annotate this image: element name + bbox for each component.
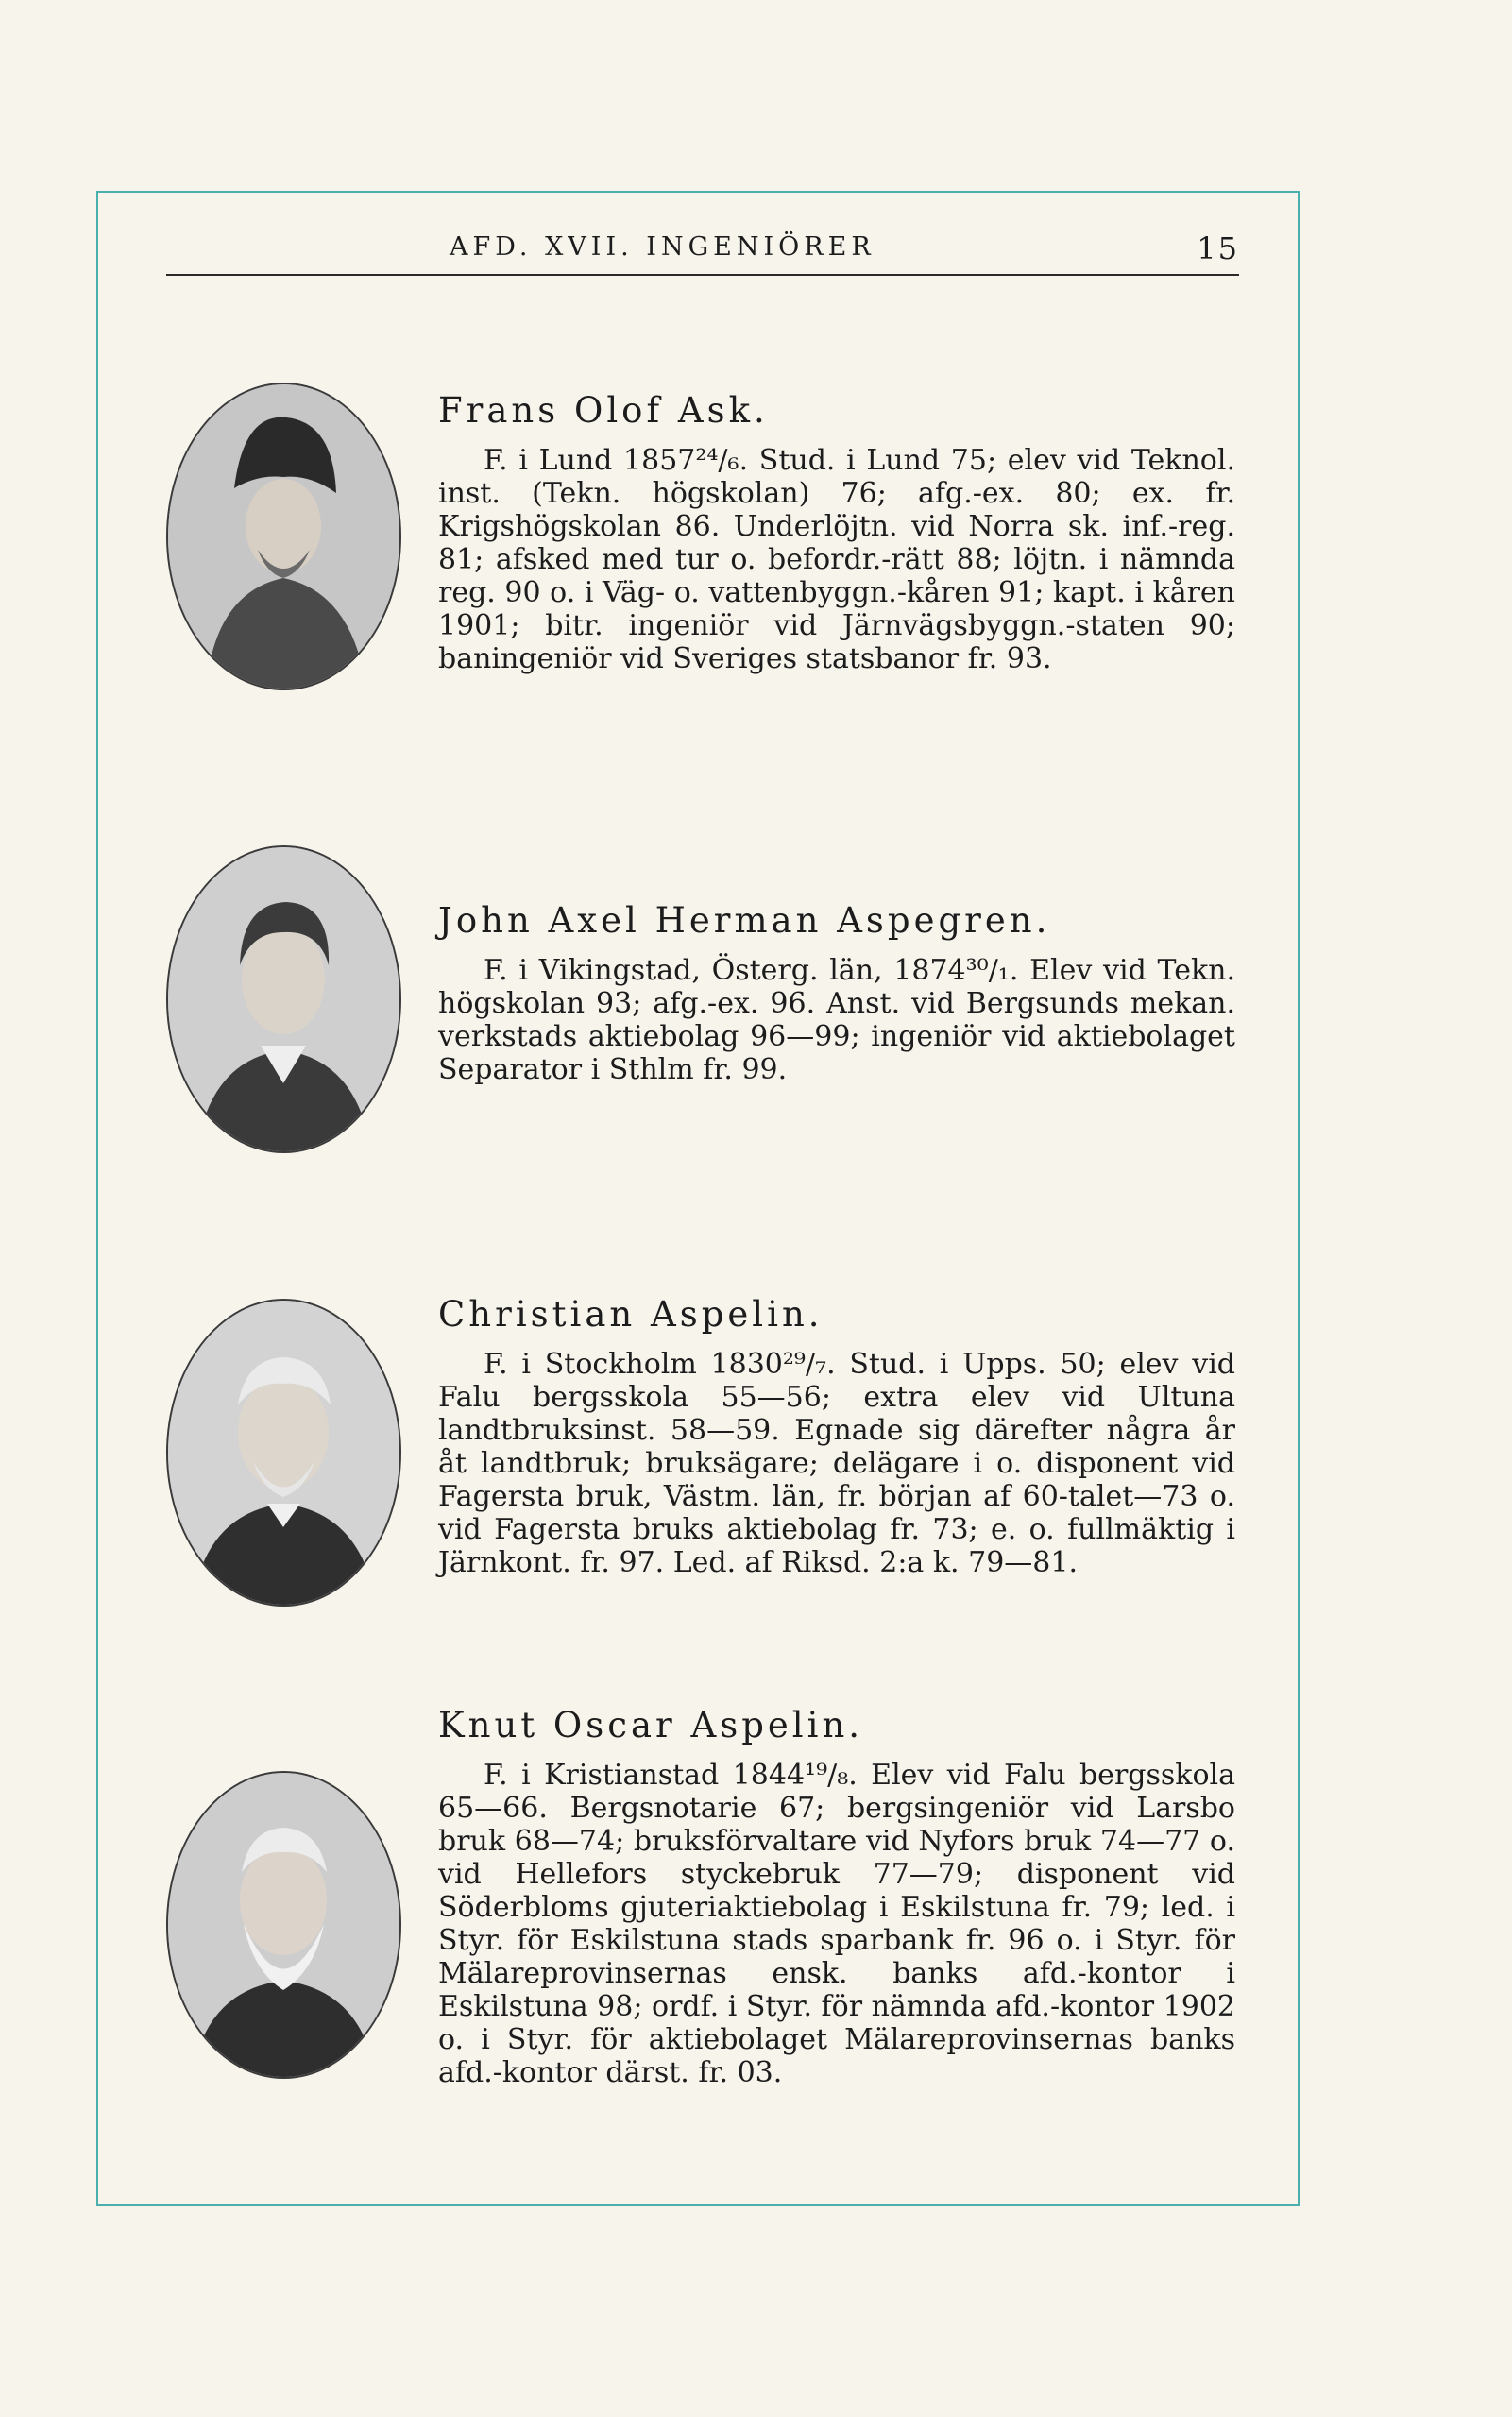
section-title: AFD. XVII. INGENIÖRER [450, 232, 875, 262]
portrait-photo [166, 1771, 401, 2079]
portrait-photo [166, 845, 401, 1153]
portrait-photo [166, 1299, 401, 1607]
portrait-photo [166, 383, 401, 690]
person-name: John Axel Herman Aspegren. [438, 900, 1051, 941]
page-number: 15 [1197, 230, 1239, 266]
person-biography: F. i Lund 1857²⁴/₆. Stud. i Lund 75; elev vid Teknol. inst. (Tekn. högskolan) 76; afg.-ex. 80; ex. fr. Krigshögskolan 86. Underlöjtn. vid Norra sk. inf.-reg. 81; afsked med tur o. befordr.-rätt 88; löjtn. i nämnda reg. 90 o. i Väg- o. vattenbyggn.-kåren 91; kapt. i kåren 1901; bitr. ingeniör vid Järnvägsbyggn.-staten 90; baningeniör vid Sveriges statsbanor fr. 93. [438, 444, 1235, 675]
person-biography: F. i Stockholm 1830²⁹/₇. Stud. i Upps. 50; elev vid Falu bergsskola 55—56; extra elev vid Ultuna landtbruksinst. 58—59. Egnade sig därefter några år åt landtbruk; bruksägare; delägare i o. disponent vid Fagersta bruk, Västm. län, fr. början af 60-talet—73 o. vid Fagersta bruks aktiebolag fr. 73; e. o. fullmäktig i Järnkont. fr. 97. Led. af Riksd. 2:a k. 79—81. [438, 1348, 1235, 1579]
person-biography: F. i Vikingstad, Österg. län, 1874³⁰/₁. Elev vid Tekn. högskolan 93; afg.-ex. 96. Anst. vid Bergsunds mekan. verkstads aktiebolag 96—99; ingeniör vid aktiebolaget Separator i Sthlm fr. 99. [438, 954, 1235, 1086]
person-name: Christian Aspelin. [438, 1294, 824, 1335]
page-header [166, 227, 1239, 276]
person-name: Frans Olof Ask. [438, 390, 769, 431]
person-biography: F. i Kristianstad 1844¹⁹/₈. Elev vid Falu bergsskola 65—66. Bergsnotarie 67; bergsingeniör vid Larsbo bruk 68—74; bruksförvaltare vid Nyfors bruk 74—77 o. vid Hellefors styckebruk 77—79; disponent vid Söderbloms gjuteriaktiebolag i Eskilstuna fr. 79; led. i Styr. för Eskilstuna stads sparbank fr. 96 o. i Styr. för Mälareprovinsernas ensk. banks afd.-kontor i Eskilstuna 98; ordf. i Styr. för nämnda afd.-kontor 1902 o. i Styr. för aktiebolaget Mälareprovinsernas banks afd.-kontor därst. fr. 03. [438, 1759, 1235, 2089]
person-name: Knut Oscar Aspelin. [438, 1705, 864, 1745]
